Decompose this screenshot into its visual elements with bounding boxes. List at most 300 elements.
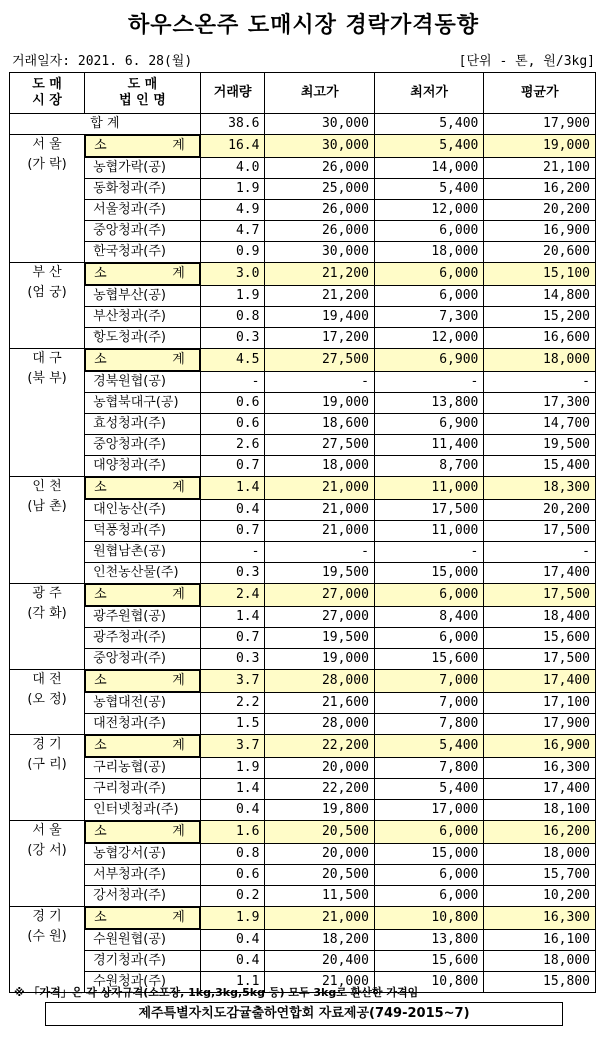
corp-name: 강서청과(주)	[85, 886, 201, 907]
table-row	[10, 865, 596, 886]
total-volume: 38.6	[200, 114, 265, 135]
corp-name: 대양청과(주)	[85, 456, 201, 477]
volume-cell: 4.9	[200, 200, 265, 221]
table-row	[10, 286, 596, 307]
avg-price-cell: 18,100	[484, 800, 596, 821]
max-price-cell: 20,000	[265, 758, 374, 779]
subtotal-label-part: 계	[172, 352, 185, 367]
min-price-cell: 12,000	[374, 200, 483, 221]
corp-name: 수원청과(주)	[85, 972, 201, 993]
header-market-line2: 시 장	[32, 93, 62, 108]
corp-name: 서울청과(주)	[85, 200, 201, 221]
max-price-cell: 21,000	[265, 521, 374, 542]
max-price-cell: 18,600	[265, 414, 374, 435]
avg-price-cell: 17,300	[484, 393, 596, 414]
table-row	[10, 951, 596, 972]
corp-name: 광주원협(공)	[85, 607, 201, 628]
avg-price-cell: 14,700	[484, 414, 596, 435]
table-row	[10, 393, 596, 414]
table-subheader	[12, 50, 595, 70]
source-box: 제주특별자치도감귤출하연합회 자료제공(749-2015~7)	[45, 1002, 563, 1026]
volume-cell: 0.4	[200, 951, 265, 972]
avg-price-cell: 21,100	[484, 158, 596, 179]
min-price-cell: 8,400	[374, 607, 483, 628]
market-cell	[10, 135, 85, 263]
header-market-line1: 도 매	[32, 77, 62, 92]
min-price-cell: 6,000	[374, 886, 483, 907]
max-price-cell: 19,000	[265, 649, 374, 670]
volume-cell: 2.6	[200, 435, 265, 456]
volume-cell: 0.4	[200, 800, 265, 821]
subtotal-label-part: 계	[172, 480, 185, 495]
corp-name	[85, 670, 200, 692]
avg-price-cell: 19,000	[484, 135, 596, 158]
max-price-cell: 25,000	[265, 179, 374, 200]
min-price-cell: 11,400	[374, 435, 483, 456]
min-price-cell: 6,000	[374, 263, 483, 286]
table-row	[10, 307, 596, 328]
volume-cell: 0.7	[200, 628, 265, 649]
min-price-cell: 7,800	[374, 714, 483, 735]
max-price-cell: 20,000	[265, 844, 374, 865]
corp-name: 농협가락(공)	[85, 158, 201, 179]
total-row	[10, 114, 596, 135]
market-name-line: (엄 궁)	[27, 285, 67, 300]
volume-cell: 1.9	[200, 758, 265, 779]
avg-price-cell: 20,200	[484, 200, 596, 221]
market-name-line: 광 주	[32, 586, 62, 601]
min-price-cell: 11,000	[374, 477, 483, 500]
min-price-cell: 15,600	[374, 649, 483, 670]
min-price-cell: -	[374, 542, 483, 563]
max-price-cell: 19,000	[265, 393, 374, 414]
header-avg: 평균가	[484, 73, 596, 114]
avg-price-cell: 18,400	[484, 607, 596, 628]
avg-price-cell: 17,900	[484, 714, 596, 735]
max-price-cell: -	[265, 542, 374, 563]
avg-price-cell: 17,500	[484, 521, 596, 542]
max-price-cell: 20,500	[265, 821, 374, 844]
market-name-line: 대 구	[32, 351, 62, 366]
min-price-cell: 7,000	[374, 693, 483, 714]
subtotal-row	[10, 135, 596, 158]
avg-price-cell: 17,400	[484, 670, 596, 693]
avg-price-cell: 14,800	[484, 286, 596, 307]
max-price-cell: 19,400	[265, 307, 374, 328]
corp-name: 인터넷청과(주)	[85, 800, 201, 821]
avg-price-cell: 17,500	[484, 649, 596, 670]
min-price-cell: 6,000	[374, 628, 483, 649]
volume-cell: 4.0	[200, 158, 265, 179]
total-min: 5,400	[374, 114, 483, 135]
max-price-cell: 21,000	[265, 972, 374, 993]
market-name-line: (오 정)	[27, 692, 67, 707]
subtotal-label-part: 소	[94, 266, 107, 281]
min-price-cell: 12,000	[374, 328, 483, 349]
table-row	[10, 372, 596, 393]
table-row	[10, 328, 596, 349]
min-price-cell: 15,000	[374, 563, 483, 584]
corp-name: 중앙청과(주)	[85, 649, 201, 670]
avg-price-cell: 18,000	[484, 349, 596, 372]
corp-name	[85, 349, 200, 371]
max-price-cell: 21,000	[265, 500, 374, 521]
corp-name: 농협북대구(공)	[85, 393, 201, 414]
volume-cell: 1.4	[200, 779, 265, 800]
price-table	[9, 72, 596, 993]
corp-name: 중앙청과(주)	[85, 435, 201, 456]
max-price-cell: 21,000	[265, 477, 374, 500]
avg-price-cell: 15,400	[484, 456, 596, 477]
page-title: 하우스온주 도매시장 경락가격동향	[127, 13, 480, 38]
avg-price-cell: 16,300	[484, 758, 596, 779]
avg-price-cell: 16,200	[484, 821, 596, 844]
min-price-cell: 13,800	[374, 930, 483, 951]
corp-name	[85, 821, 200, 843]
max-price-cell: 19,800	[265, 800, 374, 821]
min-price-cell: 6,000	[374, 865, 483, 886]
corp-name	[85, 735, 200, 757]
min-price-cell: 6,000	[374, 221, 483, 242]
min-price-cell: 6,900	[374, 349, 483, 372]
header-corp-line1: 도 매	[127, 77, 158, 92]
avg-price-cell: 19,500	[484, 435, 596, 456]
table-row	[10, 779, 596, 800]
volume-cell: 0.2	[200, 886, 265, 907]
max-price-cell: 22,200	[265, 779, 374, 800]
volume-cell: 3.7	[200, 670, 265, 693]
corp-name: 농협강서(공)	[85, 844, 201, 865]
max-price-cell: 27,000	[265, 607, 374, 628]
volume-cell: 1.4	[200, 607, 265, 628]
market-name-line: 경 기	[32, 737, 62, 752]
table-row	[10, 886, 596, 907]
volume-cell: 4.5	[200, 349, 265, 372]
avg-price-cell: 16,900	[484, 221, 596, 242]
market-name-line: (남 촌)	[27, 499, 67, 514]
corp-name: 인천농산물(주)	[85, 563, 201, 584]
table-row	[10, 242, 596, 263]
min-price-cell: 8,700	[374, 456, 483, 477]
avg-price-cell: 10,200	[484, 886, 596, 907]
avg-price-cell: 17,400	[484, 779, 596, 800]
table-row	[10, 628, 596, 649]
subtotal-label-part: 소	[94, 587, 107, 602]
max-price-cell: 20,500	[265, 865, 374, 886]
avg-price-cell: 18,000	[484, 951, 596, 972]
market-name-line: (북 부)	[27, 371, 67, 386]
market-name-line: (가 락)	[27, 157, 67, 172]
max-price-cell: 26,000	[265, 221, 374, 242]
min-price-cell: 18,000	[374, 242, 483, 263]
max-price-cell: 21,600	[265, 693, 374, 714]
min-price-cell: 17,000	[374, 800, 483, 821]
table-row	[10, 179, 596, 200]
table-row	[10, 649, 596, 670]
avg-price-cell: 16,200	[484, 179, 596, 200]
table-row	[10, 221, 596, 242]
table-row	[10, 563, 596, 584]
avg-price-cell: 16,100	[484, 930, 596, 951]
min-price-cell: 6,000	[374, 584, 483, 607]
avg-price-cell: 16,600	[484, 328, 596, 349]
avg-price-cell: 15,600	[484, 628, 596, 649]
volume-cell: 0.4	[200, 500, 265, 521]
corp-name: 구리농협(공)	[85, 758, 201, 779]
market-name-line: (수 원)	[27, 929, 67, 944]
table-row	[10, 158, 596, 179]
max-price-cell: 21,200	[265, 286, 374, 307]
avg-price-cell: 17,400	[484, 563, 596, 584]
market-cell	[10, 584, 85, 670]
corp-name	[85, 584, 200, 606]
unit-label: [단위 - 톤, 원/3kg]	[458, 54, 595, 69]
header-volume: 거래량	[200, 73, 265, 114]
avg-price-cell: 20,600	[484, 242, 596, 263]
max-price-cell: 27,500	[265, 349, 374, 372]
volume-cell: 1.9	[200, 286, 265, 307]
corp-name	[85, 263, 200, 285]
max-price-cell: 21,000	[265, 907, 374, 930]
volume-cell: 0.9	[200, 242, 265, 263]
subtotal-label-part: 계	[172, 587, 185, 602]
avg-price-cell: -	[484, 542, 596, 563]
max-price-cell: 18,000	[265, 456, 374, 477]
max-price-cell: 20,400	[265, 951, 374, 972]
table-row	[10, 521, 596, 542]
volume-cell: 0.3	[200, 563, 265, 584]
total-avg: 17,900	[484, 114, 596, 135]
max-price-cell: 26,000	[265, 158, 374, 179]
corp-name: 동화청과(주)	[85, 179, 201, 200]
subtotal-row	[10, 670, 596, 693]
volume-cell: 2.4	[200, 584, 265, 607]
min-price-cell: -	[374, 372, 483, 393]
min-price-cell: 13,800	[374, 393, 483, 414]
header-row	[10, 73, 596, 114]
market-cell	[10, 477, 85, 584]
header-corp-line2: 법 인 명	[119, 93, 166, 108]
max-price-cell: 27,000	[265, 584, 374, 607]
total-max: 30,000	[265, 114, 374, 135]
volume-cell: 4.7	[200, 221, 265, 242]
volume-cell: 0.7	[200, 456, 265, 477]
subtotal-row	[10, 349, 596, 372]
avg-price-cell: 15,800	[484, 972, 596, 993]
min-price-cell: 17,500	[374, 500, 483, 521]
corp-name: 서부청과(주)	[85, 865, 201, 886]
volume-cell: 1.9	[200, 907, 265, 930]
subtotal-row	[10, 477, 596, 500]
footnote: ※ 「가격」은 각 상자규격(소포장, 1kg,3kg,5kg 등) 모두 3kg로 환산한 가격임	[14, 986, 419, 999]
avg-price-cell: 17,500	[484, 584, 596, 607]
volume-cell: 0.4	[200, 930, 265, 951]
volume-cell: 2.2	[200, 693, 265, 714]
table-row	[10, 758, 596, 779]
volume-cell: 0.6	[200, 414, 265, 435]
table-row	[10, 435, 596, 456]
max-price-cell: -	[265, 372, 374, 393]
subtotal-row	[10, 263, 596, 286]
market-cell	[10, 263, 85, 349]
subtotal-label-part: 소	[94, 352, 107, 367]
min-price-cell: 5,400	[374, 779, 483, 800]
avg-price-cell: 18,000	[484, 844, 596, 865]
market-name-line: 대 전	[32, 672, 62, 687]
table-row	[10, 714, 596, 735]
volume-cell: 16.4	[200, 135, 265, 158]
min-price-cell: 6,900	[374, 414, 483, 435]
market-cell	[10, 735, 85, 821]
market-name-line: 서 울	[32, 823, 62, 838]
subtotal-label-part: 계	[172, 138, 185, 153]
volume-cell: 1.1	[200, 972, 265, 993]
max-price-cell: 21,200	[265, 263, 374, 286]
volume-cell: 0.7	[200, 521, 265, 542]
volume-cell: 0.3	[200, 328, 265, 349]
min-price-cell: 5,400	[374, 135, 483, 158]
volume-cell: 0.8	[200, 307, 265, 328]
market-cell	[10, 907, 85, 993]
market-name-line: (각 화)	[27, 606, 67, 621]
volume-cell: 1.9	[200, 179, 265, 200]
max-price-cell: 22,200	[265, 735, 374, 758]
market-cell	[10, 349, 85, 477]
market-name-line: (강 서)	[27, 843, 67, 858]
volume-cell: 3.0	[200, 263, 265, 286]
max-price-cell: 11,500	[265, 886, 374, 907]
corp-name: 효성청과(주)	[85, 414, 201, 435]
subtotal-label-part: 계	[172, 910, 185, 925]
header-min: 최저가	[374, 73, 483, 114]
max-price-cell: 19,500	[265, 563, 374, 584]
market-cell	[10, 821, 85, 907]
volume-cell: -	[200, 372, 265, 393]
subtotal-row	[10, 584, 596, 607]
avg-price-cell: -	[484, 372, 596, 393]
min-price-cell: 6,000	[374, 286, 483, 307]
min-price-cell: 14,000	[374, 158, 483, 179]
min-price-cell: 15,600	[374, 951, 483, 972]
corp-name: 농협대전(공)	[85, 693, 201, 714]
volume-cell: -	[200, 542, 265, 563]
corp-name: 덕풍청과(주)	[85, 521, 201, 542]
table-row	[10, 693, 596, 714]
market-name-line: 부 산	[32, 265, 62, 280]
market-name-line: (구 리)	[27, 757, 67, 772]
subtotal-label-part: 소	[94, 480, 107, 495]
min-price-cell: 7,000	[374, 670, 483, 693]
corp-name	[85, 135, 200, 157]
corp-name: 구리청과(주)	[85, 779, 201, 800]
corp-name: 농협부산(공)	[85, 286, 201, 307]
header-corp	[85, 73, 201, 114]
avg-price-cell: 20,200	[484, 500, 596, 521]
min-price-cell: 6,000	[374, 821, 483, 844]
subtotal-label-part: 계	[172, 824, 185, 839]
market-name-line: 인 천	[32, 479, 62, 494]
corp-name: 광주청과(주)	[85, 628, 201, 649]
corp-name: 대전청과(주)	[85, 714, 201, 735]
volume-cell: 1.4	[200, 477, 265, 500]
corp-name: 항도청과(주)	[85, 328, 201, 349]
table-row	[10, 542, 596, 563]
subtotal-label-part: 소	[94, 824, 107, 839]
corp-name	[85, 477, 200, 499]
table-row	[10, 414, 596, 435]
market-name-line: 서 울	[32, 137, 62, 152]
subtotal-row	[10, 907, 596, 930]
max-price-cell: 26,000	[265, 200, 374, 221]
table-row	[10, 200, 596, 221]
max-price-cell: 27,500	[265, 435, 374, 456]
corp-name: 중앙청과(주)	[85, 221, 201, 242]
max-price-cell: 19,500	[265, 628, 374, 649]
market-cell	[10, 670, 85, 735]
avg-price-cell: 15,700	[484, 865, 596, 886]
table-row	[10, 607, 596, 628]
max-price-cell: 17,200	[265, 328, 374, 349]
subtotal-label-part: 소	[94, 910, 107, 925]
volume-cell: 1.6	[200, 821, 265, 844]
avg-price-cell: 15,200	[484, 307, 596, 328]
avg-price-cell: 16,900	[484, 735, 596, 758]
volume-cell: 0.6	[200, 865, 265, 886]
corp-name: 부산청과(주)	[85, 307, 201, 328]
min-price-cell: 5,400	[374, 735, 483, 758]
subtotal-label-part: 소	[94, 738, 107, 753]
table-row	[10, 500, 596, 521]
corp-name: 수원원협(공)	[85, 930, 201, 951]
avg-price-cell: 18,300	[484, 477, 596, 500]
volume-cell: 3.7	[200, 735, 265, 758]
volume-cell: 0.6	[200, 393, 265, 414]
corp-name: 대인농산(주)	[85, 500, 201, 521]
volume-cell: 0.3	[200, 649, 265, 670]
corp-name: 원협남촌(공)	[85, 542, 201, 563]
market-name-line: 경 기	[32, 909, 62, 924]
max-price-cell: 28,000	[265, 714, 374, 735]
corp-name	[85, 907, 200, 929]
header-market	[10, 73, 85, 114]
avg-price-cell: 16,300	[484, 907, 596, 930]
max-price-cell: 30,000	[265, 242, 374, 263]
min-price-cell: 7,300	[374, 307, 483, 328]
subtotal-label-part: 계	[172, 266, 185, 281]
subtotal-label-part: 계	[172, 673, 185, 688]
corp-name: 경북원협(공)	[85, 372, 201, 393]
min-price-cell: 5,400	[374, 179, 483, 200]
max-price-cell: 30,000	[265, 135, 374, 158]
min-price-cell: 7,800	[374, 758, 483, 779]
min-price-cell: 11,000	[374, 521, 483, 542]
max-price-cell: 18,200	[265, 930, 374, 951]
trade-date: 거래일자: 2021. 6. 28(월)	[12, 54, 193, 69]
max-price-cell: 28,000	[265, 670, 374, 693]
header-max: 최고가	[265, 73, 374, 114]
corp-name: 경기청과(주)	[85, 951, 201, 972]
avg-price-cell: 15,100	[484, 263, 596, 286]
subtotal-row	[10, 821, 596, 844]
subtotal-row	[10, 735, 596, 758]
avg-price-cell: 17,100	[484, 693, 596, 714]
table-row	[10, 844, 596, 865]
table-row	[10, 456, 596, 477]
total-label: 합 계	[10, 114, 201, 135]
min-price-cell: 10,800	[374, 907, 483, 930]
table-row	[10, 930, 596, 951]
table-row	[10, 800, 596, 821]
